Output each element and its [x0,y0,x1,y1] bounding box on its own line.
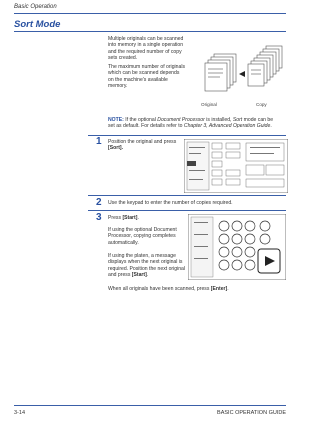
step-3-paragraph-2: If using the platen, a message displays when the next original is required. Position the next original and press [Start]. [108,253,186,279]
step-rule-2 [88,195,286,196]
footer-guide-title: BASIC OPERATION GUIDE [217,410,286,416]
step-3-press: Press [Start]. [108,215,139,221]
page-number: 3-14 [14,410,26,416]
step-number-3: 3 [96,212,102,223]
step-1-text: Position the original and press [Sort]. [108,139,177,152]
step-3-final: When all originals have been scanned, press [Enter]. [108,286,229,292]
original-stack-icon [205,54,236,91]
header-rule [14,13,286,14]
arrow-right-icon [239,71,245,77]
step-rule-3 [88,210,286,211]
keypad-image [188,214,286,280]
sort-key-highlight [187,161,196,166]
intro-paragraph-1: Multiple originals can be scanned into memory in a single operation and the required number of copy sets created. [108,36,184,62]
control-panel-image-sort [184,139,288,193]
title-rule [14,31,286,32]
section-title: Sort Mode [14,19,61,30]
copy-stack-icon [248,46,282,86]
step-2-text: Use the keypad to enter the number of copies required. [108,200,233,206]
running-header: Basic Operation [14,4,57,10]
intro-paragraph-2: The maximum number of originals which can be scanned depends on the machine's available memory. [108,64,186,90]
step-number-2: 2 [96,197,102,208]
step-rule-1 [88,135,286,136]
caption-copy: Copy [256,102,267,107]
step-3-paragraph-1: If using the optional Document Processor, copying completes automatically. [108,227,177,246]
step-number-1: 1 [96,136,102,147]
note: NOTE: If the optional Document Processor is installed, Sort mode can be set as default. For details refer to Chapter 3, Advanced Operation Guide. [108,117,274,130]
footer-rule [14,405,286,406]
caption-original: Original [201,102,217,107]
